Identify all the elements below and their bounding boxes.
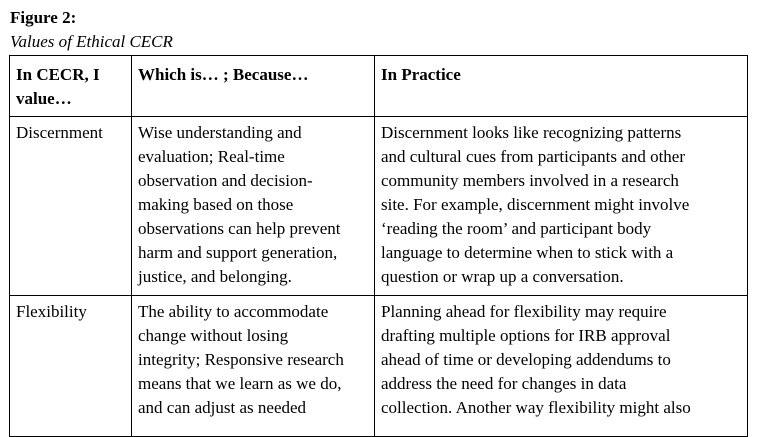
value-line: Flexibility (16, 302, 87, 321)
practice-line: ‘reading the room’ and participant body (381, 219, 652, 238)
practice-line: drafting multiple options for IRB approval (381, 326, 671, 345)
because-line: justice, and belonging. (138, 267, 292, 286)
because-line: and can adjust as needed (138, 398, 307, 417)
because-line: Wise understanding and (138, 123, 302, 142)
header-value-line: In CECR, I (16, 65, 100, 84)
because-cell (132, 296, 375, 437)
value-line: Discernment (16, 123, 103, 142)
header-cell-value (10, 56, 132, 117)
because-line: The ability to accommodate (138, 302, 329, 321)
because-line: change without losing (138, 326, 289, 345)
practice-line: address the need for changes in data (381, 374, 627, 393)
practice-line: Planning ahead for flexibility may require (381, 302, 667, 321)
header-value-line: value… (16, 89, 72, 108)
table-header-row (10, 56, 748, 117)
value-cell (10, 296, 132, 437)
because-line: means that we learn as we do, (138, 374, 342, 393)
figure-label: Figure 2: (10, 8, 77, 27)
practice-line: ahead of time or developing addendums to (381, 350, 671, 369)
values-table (9, 55, 748, 437)
practice-line: Discernment looks like recognizing patterns (381, 123, 682, 142)
header-cell-practice (375, 56, 748, 117)
practice-cell (375, 117, 748, 296)
practice-line: site. For example, discernment might involve (381, 195, 690, 214)
value-cell (10, 117, 132, 296)
header-because-line: Which is… ; Because… (138, 65, 309, 84)
table-row (10, 296, 748, 437)
because-line: harm and support generation, (138, 243, 338, 262)
because-line: observation and decision- (138, 171, 313, 190)
practice-line: and cultural cues from participants and other (381, 147, 685, 166)
table-row (10, 117, 748, 296)
practice-line: question or wrap up a conversation. (381, 267, 624, 286)
because-line: making based on those (138, 195, 294, 214)
practice-line: community members involved in a research (381, 171, 679, 190)
practice-line: collection. Another way flexibility might also (381, 398, 691, 417)
practice-cell (375, 296, 748, 437)
figure-caption: Values of Ethical CECR (10, 32, 173, 51)
because-line: integrity; Responsive research (138, 350, 344, 369)
header-practice-line: In Practice (381, 65, 461, 84)
because-line: evaluation; Real-time (138, 147, 285, 166)
practice-line: language to determine when to stick with a (381, 243, 674, 262)
header-cell-because (132, 56, 375, 117)
because-cell (132, 117, 375, 296)
because-line: observations can help prevent (138, 219, 341, 238)
